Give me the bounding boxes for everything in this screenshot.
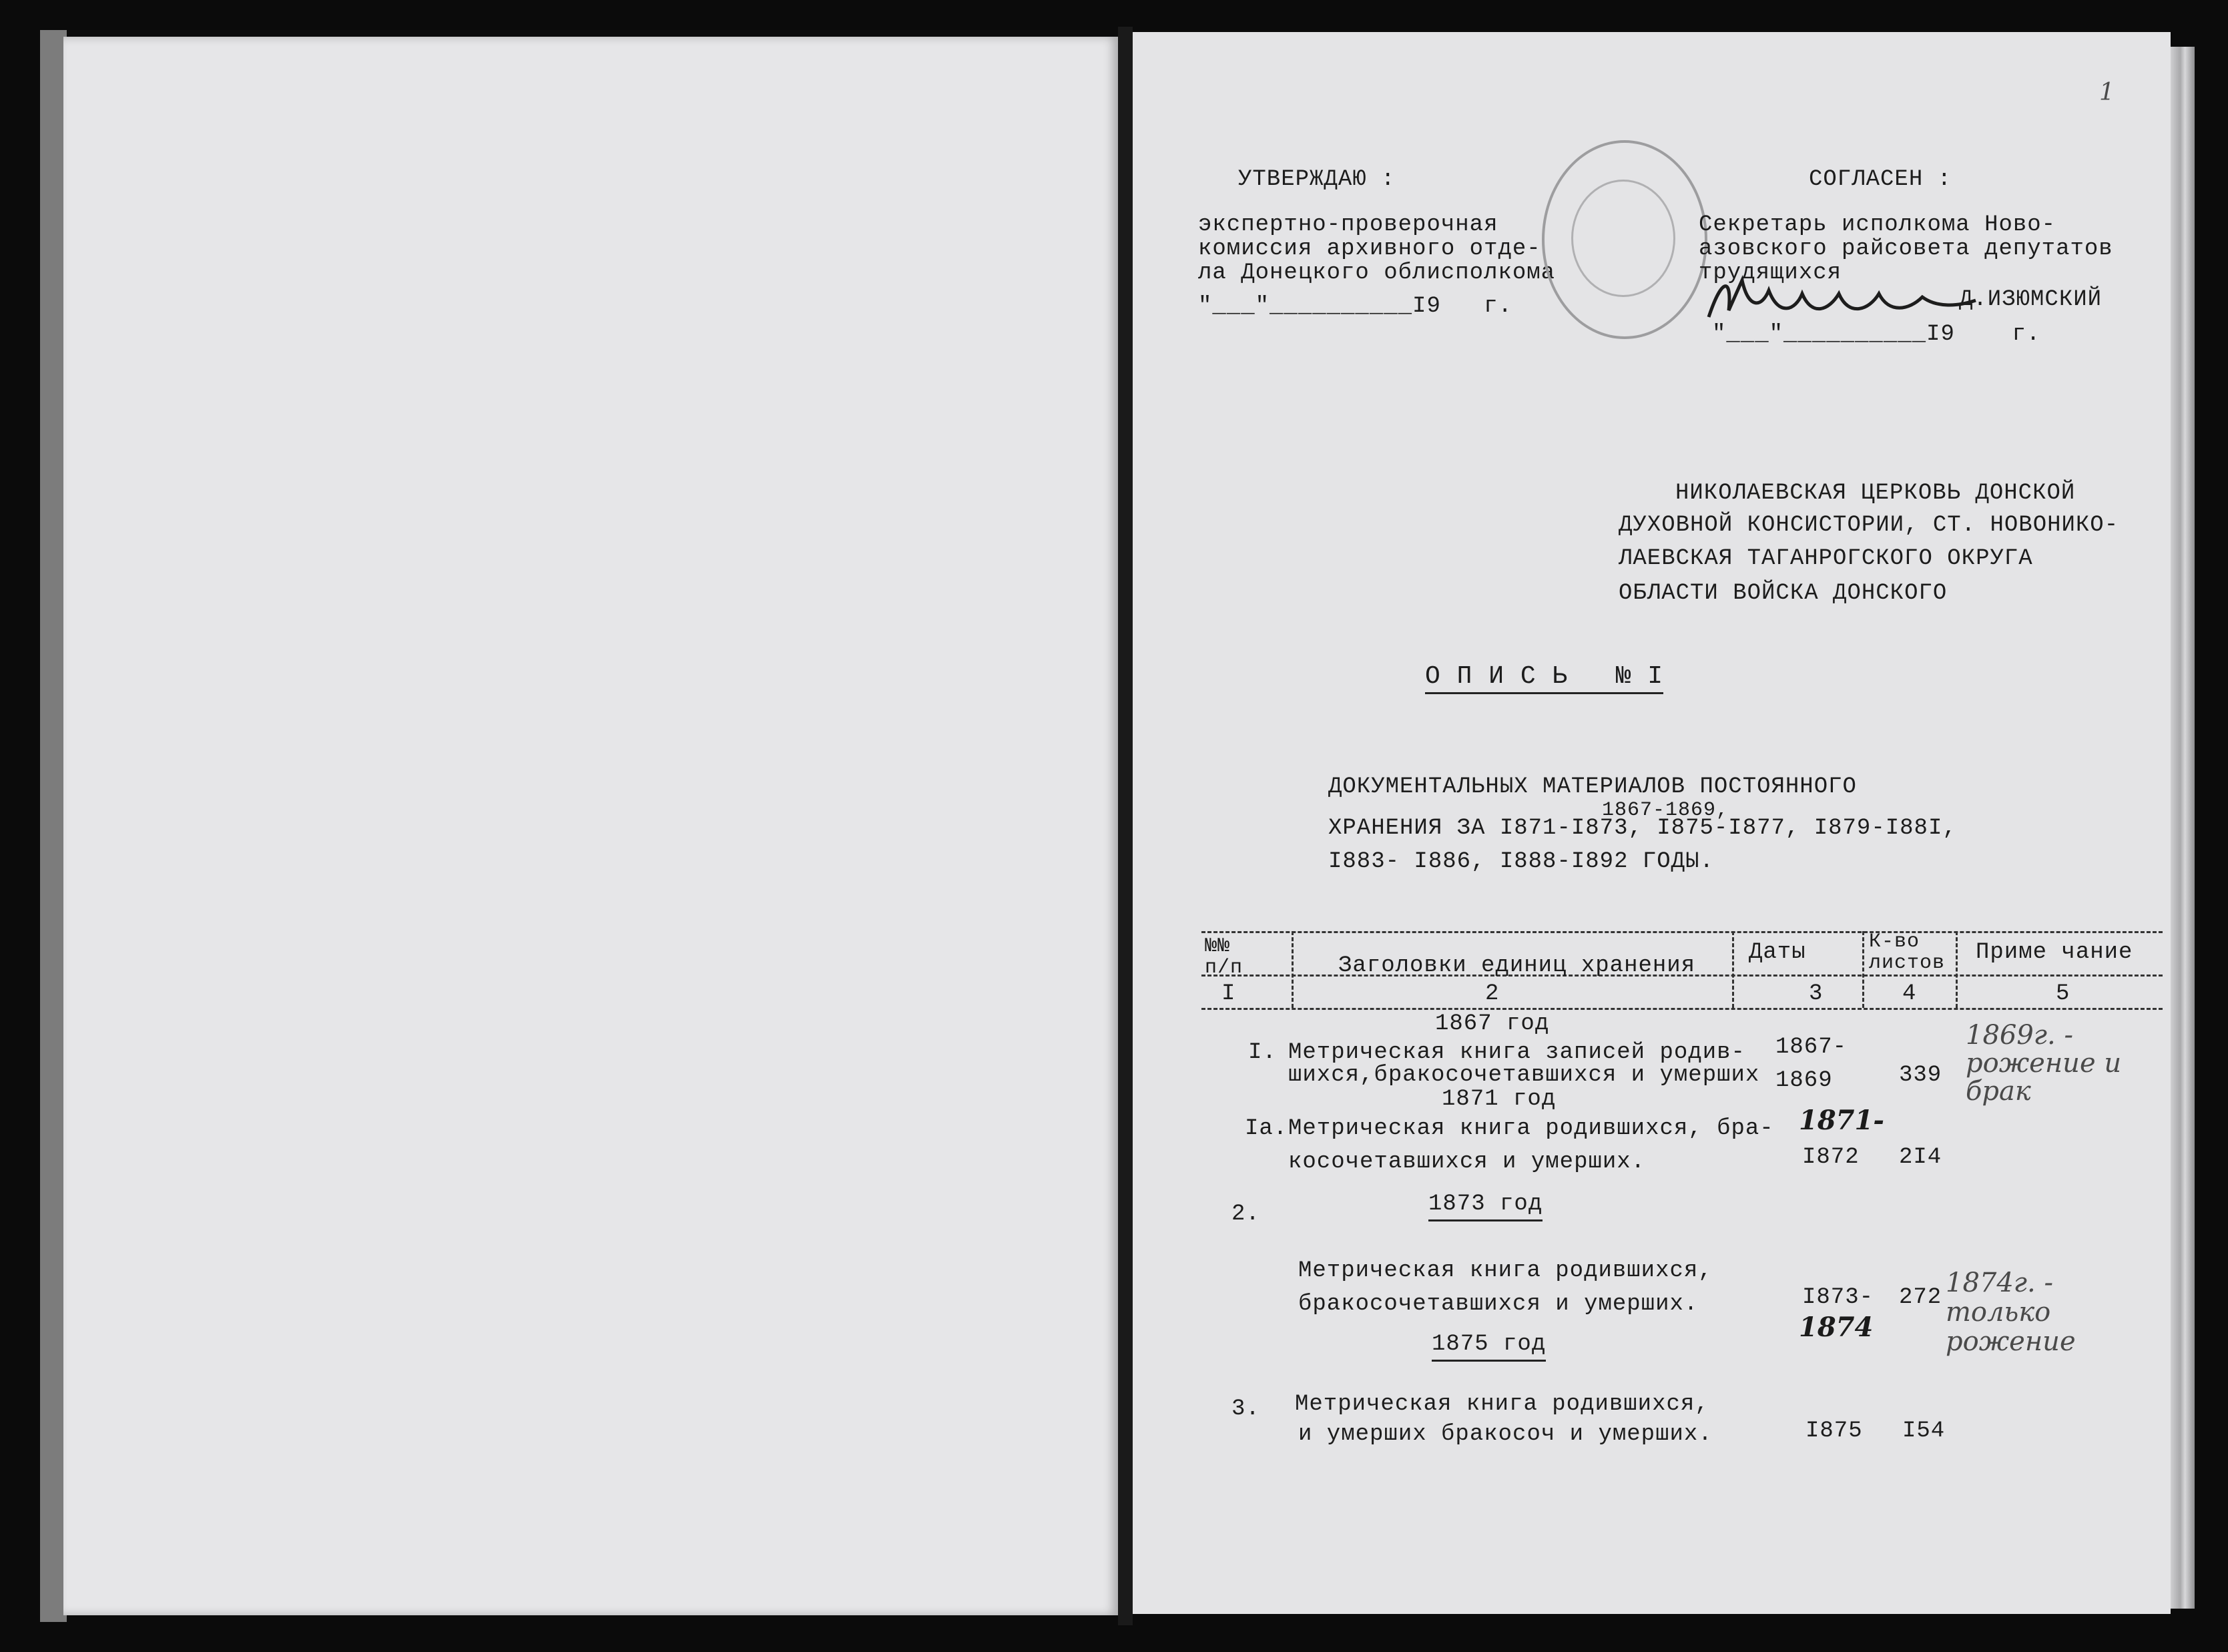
row-title-line: косочетавшихся и умерших. — [1288, 1149, 1646, 1175]
row-sheet-count: I54 — [1902, 1418, 1946, 1444]
row-number: Iа. — [1245, 1116, 1288, 1141]
subtitle-line-2: ХРАНЕНИЯ ЗА I871-I873, I875-I877, I879-I88I, — [1328, 816, 1957, 841]
row-title-line: Метрическая книга родившихся, — [1298, 1258, 1713, 1284]
row-number: 2. — [1231, 1201, 1260, 1227]
subtitle-line-3: I883- I886, I888-I892 ГОДЫ. — [1328, 849, 1714, 874]
header-num-4: 4 — [1902, 981, 1917, 1007]
row-number: 3. — [1231, 1396, 1260, 1422]
header-col-3: Даты — [1749, 940, 1806, 965]
agree-signer: Д.ИЗЮМСКИЙ — [1959, 287, 2103, 312]
row-title-line: Метрическая книга родившихся, — [1295, 1392, 1709, 1417]
row-dates: 1871- — [1799, 1105, 1884, 1136]
row-dates: 1867- — [1775, 1035, 1848, 1060]
year-heading: 1867 год — [1435, 1011, 1550, 1037]
subtitle-line-1: ДОКУМЕНТАЛЬНЫХ МАТЕРИАЛОВ ПОСТОЯННОГО — [1328, 774, 1857, 800]
left-page-edge — [40, 30, 67, 1622]
institution-line-2: ДУХОВНОЙ КОНСИСТОРИИ, СТ. НОВОНИКО- — [1619, 513, 2119, 538]
table-col-divider-3 — [1862, 931, 1864, 1008]
header-col-1: №№ п/п — [1205, 935, 1243, 979]
row-dates: 1874 — [1799, 1312, 1874, 1343]
header-col-4: К-во листов — [1869, 930, 1946, 975]
subtitle-insert: 1867-1869, — [1602, 799, 1729, 822]
row-handwritten-note: 1869г. - рожение и брак — [1966, 1020, 2122, 1107]
approve-heading: УТВЕРЖДАЮ : — [1238, 167, 1396, 192]
book-spine — [1118, 27, 1133, 1625]
page-number: 1 — [2099, 79, 2115, 106]
left-page-blank — [63, 37, 1118, 1615]
row-sheet-count: 2I4 — [1899, 1145, 1942, 1170]
table-col-divider-4 — [1956, 931, 1958, 1008]
row-dates: I872 — [1802, 1145, 1860, 1170]
header-num-5: 5 — [2056, 981, 2070, 1007]
agree-line-3: трудящихся — [1699, 260, 1842, 286]
year-heading: 1873 год — [1428, 1191, 1543, 1221]
table-header-bottom-rule — [1201, 1008, 2163, 1010]
row-dates: 1869 — [1775, 1068, 1833, 1093]
row-title-line: Метрическая книга записей родив- — [1288, 1040, 1745, 1065]
header-num-2: 2 — [1485, 981, 1500, 1007]
row-dates: I875 — [1805, 1418, 1863, 1444]
agree-heading: СОГЛАСЕН : — [1809, 167, 1952, 192]
header-col-5: Приме чание — [1976, 940, 2133, 965]
table-col-divider-2 — [1732, 931, 1734, 1008]
agree-line-2: азовского райсовета депутатов — [1699, 236, 2113, 262]
row-number: I. — [1248, 1040, 1277, 1065]
row-sheet-count: 272 — [1899, 1285, 1942, 1310]
row-title-line: Метрическая книга родившихся, бра- — [1288, 1116, 1774, 1141]
approve-line-2: комиссия архивного отде- — [1198, 236, 1541, 262]
table-header-top-rule — [1201, 931, 2163, 933]
row-title-line: шихся,бракосочетавшихся и умерших — [1288, 1063, 1760, 1088]
institution-line-3: ЛАЕВСКАЯ ТАГАНРОГСКОГО ОКРУГА — [1619, 546, 2033, 571]
row-handwritten-note: 1874г. - только рожение — [1946, 1268, 2076, 1357]
approve-line-1: экспертно-проверочная — [1198, 212, 1498, 238]
page-edges — [2171, 47, 2195, 1609]
table-col-divider-1 — [1292, 931, 1294, 1008]
row-dates: I873- — [1802, 1285, 1874, 1310]
institution-line-1: НИКОЛАЕВСКАЯ ЦЕРКОВЬ ДОНСКОЙ — [1675, 481, 2076, 506]
inventory-title: О П И С Ь № I — [1425, 664, 1663, 694]
year-heading: 1871 год — [1442, 1087, 1557, 1112]
institution-line-4: ОБЛАСТИ ВОЙСКА ДОНСКОГО — [1619, 581, 1948, 606]
row-title-line: и умерших бракосоч и умерших. — [1298, 1422, 1713, 1447]
agree-line-1: Секретарь исполкома Ново- — [1699, 212, 2056, 238]
row-sheet-count: 339 — [1899, 1063, 1942, 1088]
round-seal-stamp — [1542, 140, 1707, 339]
year-heading: 1875 год — [1432, 1332, 1546, 1362]
agree-date: "___"__________I9 г. — [1712, 322, 2041, 347]
row-title-line: бракосочетавшихся и умерших. — [1298, 1292, 1699, 1317]
approve-line-3: ла Донецкого облисполкома — [1198, 260, 1556, 286]
approve-date: "___"__________I9 г. — [1198, 294, 1512, 319]
header-num-3: 3 — [1809, 981, 1824, 1007]
header-num-1: I — [1221, 981, 1236, 1007]
header-col-2: Заголовки единиц хранения — [1338, 953, 1696, 979]
